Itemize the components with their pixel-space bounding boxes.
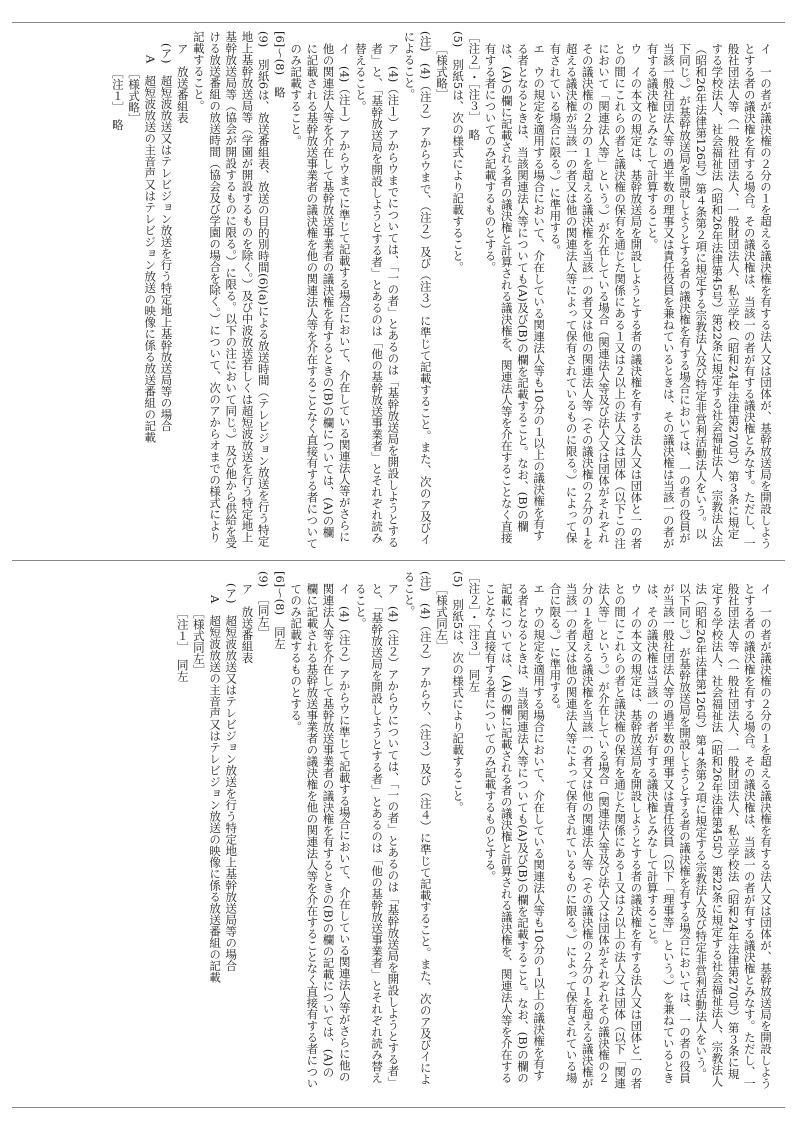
new-text-block	[34, 571, 774, 1089]
old-text-paragraph: ［様式略］	[434, 43, 449, 101]
old-text-paragraph: イ 一の者が議決権の２分の１を超える議決権を有する法人又は団体が、基幹放送局を開設しようとする者の議決権を有する場合。その議決権は、当該一の者が有する議決権とみなす。ただし、一般社団法人等（一般社団法人、一般財団法人、私立学校（昭和24年法律第270号）第３条に規定する学校法人、社会福祉法（昭和26年法律第45号）第22条に規定する社会福祉法人、宗教法人法（昭和26年法律第126号）第４条第２項に規定する宗教法人及び特定非営利活動法人をいう。以下同じ。）が基幹放送局を開設しようとする者の議決権を有する場合においては、一の者の役員が当該一般社団法人等の過半数の理事又は責任役員を兼ねているときは、その議決権は当該一の者が有する議決権とみなして計算すること。	[645, 43, 773, 549]
old-text-paragraph: イ (4)（注１）アからウまでに準じて記載する場合において、介在している関連法人等がさらに他の関連法人等を介在して基幹放送事業者の議決権を有するときの(B)の欄については、(A)の欄に記載される基幹放送事業者の議決権を他の関連法人等を介在することなく直接有する者についてのみ記載すること。	[289, 43, 352, 549]
new-text-paragraph: (5) 別紙5は、次の様式により記載すること。	[451, 571, 466, 814]
bottom-rule	[12, 1107, 785, 1108]
new-text-paragraph: ［注１］ 同左	[175, 607, 190, 682]
old-text-paragraph: ［様式略］	[127, 67, 142, 125]
new-text-paragraph: (ア) 超短波放送又はテレビジョン放送を行う特定地上基幹放送局等の場合	[224, 583, 239, 972]
old-text-paragraph: エ ウの規定を適用する場合において、介在している関連法人等も10分の１以上の議決権を有する者となるときは、当該関連法人等についても(A)及び(B)の欄を記載すること。なお、(B)の欄は、(A)の欄に記載される者の議決権と計算される議決権を、関連法人等を介在することなく直接有する者についてのみ記載するものとする。	[483, 43, 547, 544]
new-text-paragraph: ［様式同左］	[191, 607, 206, 676]
old-text-paragraph: ア 放送番組表	[175, 43, 190, 124]
old-text-paragraph: (9) 別紙6は、放送番組表、放送の目的別時間(6)(a)による放送時間（テレビジョン放送を行う特定地上基幹放送局等（学園が開設するものを除く。）及び中波放送若しくは超短波放送を行う特定地上基幹放送局等（協会が開設するものに限る。）に限る。以下の注において同じ。）及び他から供給を受ける放送番組の放送時間（協会及び学園の場合を除く。）について、次のアからオまでの様式により記載すること。	[191, 31, 271, 549]
new-text-paragraph: ［注２］・［注３］ 同左	[467, 571, 482, 692]
old-text-paragraph: ア (4)（注１）アからウまでについては、「一の者」とあるのは「基幹放送局を開設しようとする者」と、「基幹放送局を開設しようとする者」とあるのは「他の基幹放送事業者」とそれぞれ読み替えること。	[353, 43, 401, 549]
new-text-paragraph: ア (4)（注２）アからウについては、「一の者」とあるのは「基幹放送局を開設しようとする者」と、「基幹放送局を開設しようとする者」とあるのは「他の基幹放送事業者」とそれぞれ読み替えること。	[353, 583, 401, 1089]
new-text-paragraph: ア 放送番組表	[240, 583, 255, 664]
new-text-paragraph: ［様式同左］	[434, 583, 449, 652]
old-text-section	[34, 31, 774, 549]
old-text-paragraph: ［注１］ 略	[110, 67, 125, 131]
new-text-paragraph: ウ イの本文の規定は、基幹放送局を開設しようとする者の議決権を有する法人又は団体と一の者との間にこれらの者と議決権の保有を通じた関係にある１又は２以上の法人又は団体（以下「関連法人等」という。）が介在している場合（関連法人等及び法人又は団体がそれぞれその議決権の２分の１を超える議決権を当該一の者又は他の関連法人等（その議決権の２分の１を超える議決権が当該一の者又は他の関連法人等によって保有されているものに限る。）によって保有されている場合に限る。）に準用する。	[548, 583, 644, 1089]
old-text-paragraph: ウ イの本文の規定は、基幹放送局を開設しようとする者の議決権を有する法人又は団体と一の者との間にこれらの者と議決権の保有を通じた関係にある１又は２以上の法人又は団体（以下この注において「関連法人等」という。）が介在している場合（関連法人等及び法人又は団体がそれぞれその議決権の２分の１を超える議決権を当該一の者又は他の関連法人等（その議決権の２分の１を超える議決権が当該一の者又は他の関連法人等によって保有されているものに限る。）によって保有されている場合に限る。）に準用する。	[548, 43, 644, 549]
old-text-paragraph: [6]～(8) 略	[272, 31, 287, 99]
new-text-paragraph: (9) ［同左］	[256, 571, 271, 640]
new-text-paragraph: エ ウの規定を適用する場合において、介在している関連法人等も10分の１以上の議決権を有する者となるときは、当該関連法人等についても(A)及び(B)の欄を記載すること。なお、(B)の欄の記載については、(A)の欄に記載される者の議決権と計算される議決権を、関連法人等を介在することなく直接有する者についてのみ記載するものとする。	[483, 583, 547, 1084]
old-text-paragraph: (ア) 超短波放送又はテレビジョン放送を行う特定地上基幹放送局等の場合	[159, 43, 174, 432]
new-text-paragraph: [6]～(8) 同左	[272, 571, 287, 650]
old-text-block	[34, 31, 774, 549]
old-text-paragraph: A 超短波放送の主音声又はテレビジョン放送の映像に係る放送番組の記載	[143, 55, 158, 443]
new-text-paragraph: A 超短波放送の主音声又はテレビジョン放送の映像に係る放送番組の記載	[208, 595, 223, 983]
old-text-paragraph: ［注２］・［注３］ 略	[467, 31, 482, 141]
old-text-paragraph: (注) (4)（注２）アからウまで、（注２）及び（注３）に準じて記載すること。また、次のア及びイによること。	[402, 31, 433, 546]
new-text-paragraph: (注) (4)（注２）アからウ、（注３）及び（注４）に準じて記載すること。また、次のア及びイによること。	[402, 571, 433, 1086]
new-text-paragraph: イ (4)（注２）アからウに準じて記載する場合において、介在している関連法人等がさらに他の関連法人等を介在して基幹放送事業者の議決権を有するときの(B)の欄の記載については、(A)の欄に記載される基幹放送事業者の議決権を他の関連法人等を介在することなく直接有する者についてのみ記載するものとする。	[289, 583, 352, 1089]
middle-rule	[12, 560, 785, 561]
top-rule	[12, 22, 785, 23]
new-text-paragraph: イ 一の者が議決権の２分の１を超える議決権を有する法人又は団体が、基幹放送局を開設しようとする者の議決権を有する場合。その議決権は、当該一の者が有する議決権とみなす。ただし、一般社団法人等（一般社団法人、一般財団法人、私立学校法（昭和24年法律第270号）第３条に規定する学校法人、社会福祉法（昭和26年法律第45号）第22条に規定する社会福祉法人、宗教法人法（昭和26年法律第126号）第４条第２項に規定する宗教法人及び特定非営利活動法人をいう。以下同じ。）が基幹放送局を開設しようとする者の議決権を有する場合においては、一の者の役員が当該一般社団法人等の過半数の理事又は責任役員（以下「理事等」という。）を兼ねているときは、その議決権は当該一の者が有する議決権とみなして計算すること。	[645, 583, 773, 1089]
old-text-paragraph: (5) 別紙5は、次の様式により記載すること。	[451, 31, 466, 274]
new-text-section	[34, 571, 774, 1089]
